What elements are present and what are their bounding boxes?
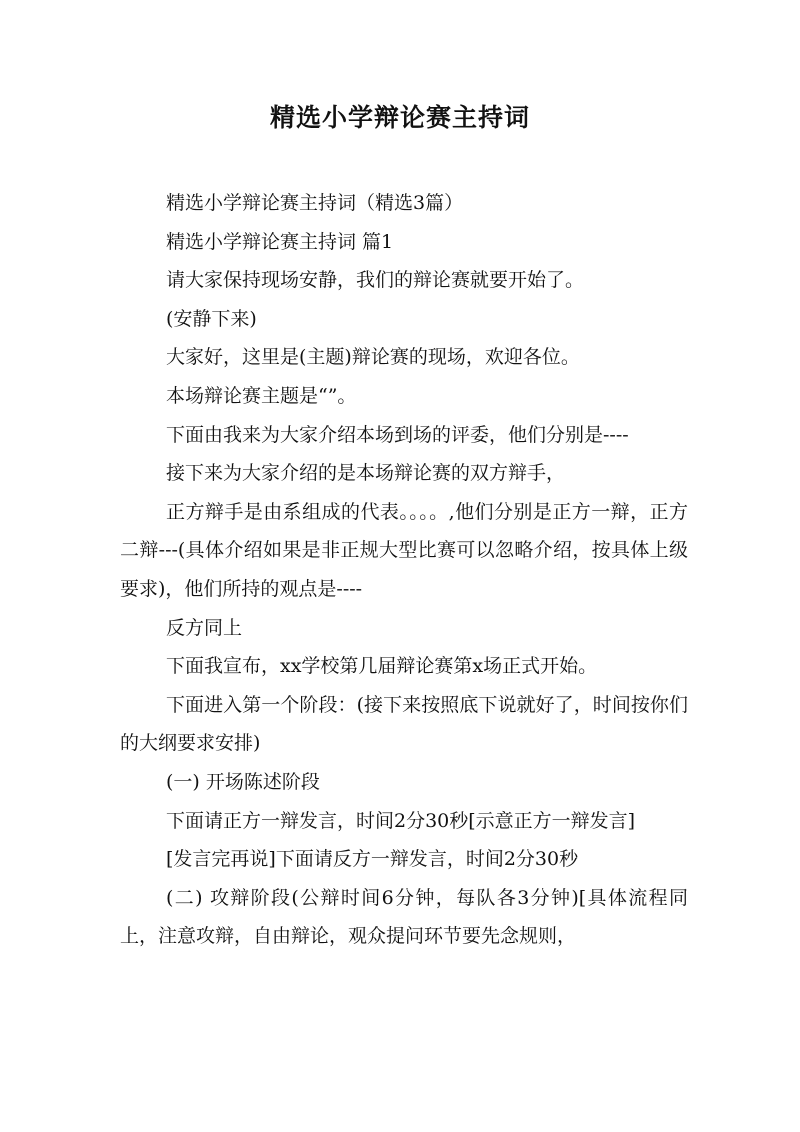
paragraph: 本场辩论赛主题是“”。 xyxy=(166,384,357,407)
paragraph: (一) 开场陈述阶段 xyxy=(166,770,320,793)
paragraph: 下面请正方一辩发言，时间2分30秒[示意正方一辩发言] xyxy=(166,809,636,832)
paragraph: [发言完再说]下面请反方一辩发言，时间2分30秒 xyxy=(166,848,579,871)
paragraph: (安静下来) xyxy=(166,307,257,330)
paragraph: (二) 攻辩阶段(公辩时间6分钟，每队各3分钟)[具体流程同上，注意攻辩，自由辩论，观众提问环节要先念规则， xyxy=(120,886,688,948)
paragraph: 下面进入第一个阶段：(接下来按照底下说就好了，时间按你们的大纲要求安排) xyxy=(120,693,688,755)
paragraph: 精选小学辩论赛主持词（精选3篇） xyxy=(166,192,464,214)
paragraph: 精选小学辩论赛主持词 篇1 xyxy=(166,230,394,253)
paragraph: 大家好，这里是(主题)辩论赛的现场，欢迎各位。 xyxy=(166,346,580,369)
paragraph: 正方辩手是由系组成的代表。。。。,他们分别是正方一辩，正方二辩---(具体介绍如果是非正规大型比赛可以忽略介绍，按具体上级要求)，他们所持的观点是---- xyxy=(120,500,688,600)
paragraph: 下面由我来为大家介绍本场到场的评委，他们分别是---- xyxy=(166,423,629,446)
document-body xyxy=(120,184,688,956)
paragraph: 反方同上 xyxy=(166,616,243,639)
document-title: 精选小学辩论赛主持词 xyxy=(269,103,530,132)
paragraph: 接下来为大家介绍的是本场辩论赛的双方辩手， xyxy=(166,462,566,485)
paragraph: 请大家保持现场安静，我们的辩论赛就要开始了。 xyxy=(166,269,585,292)
paragraph: 下面我宣布，xx学校第几届辩论赛第x场正式开始。 xyxy=(166,655,598,678)
